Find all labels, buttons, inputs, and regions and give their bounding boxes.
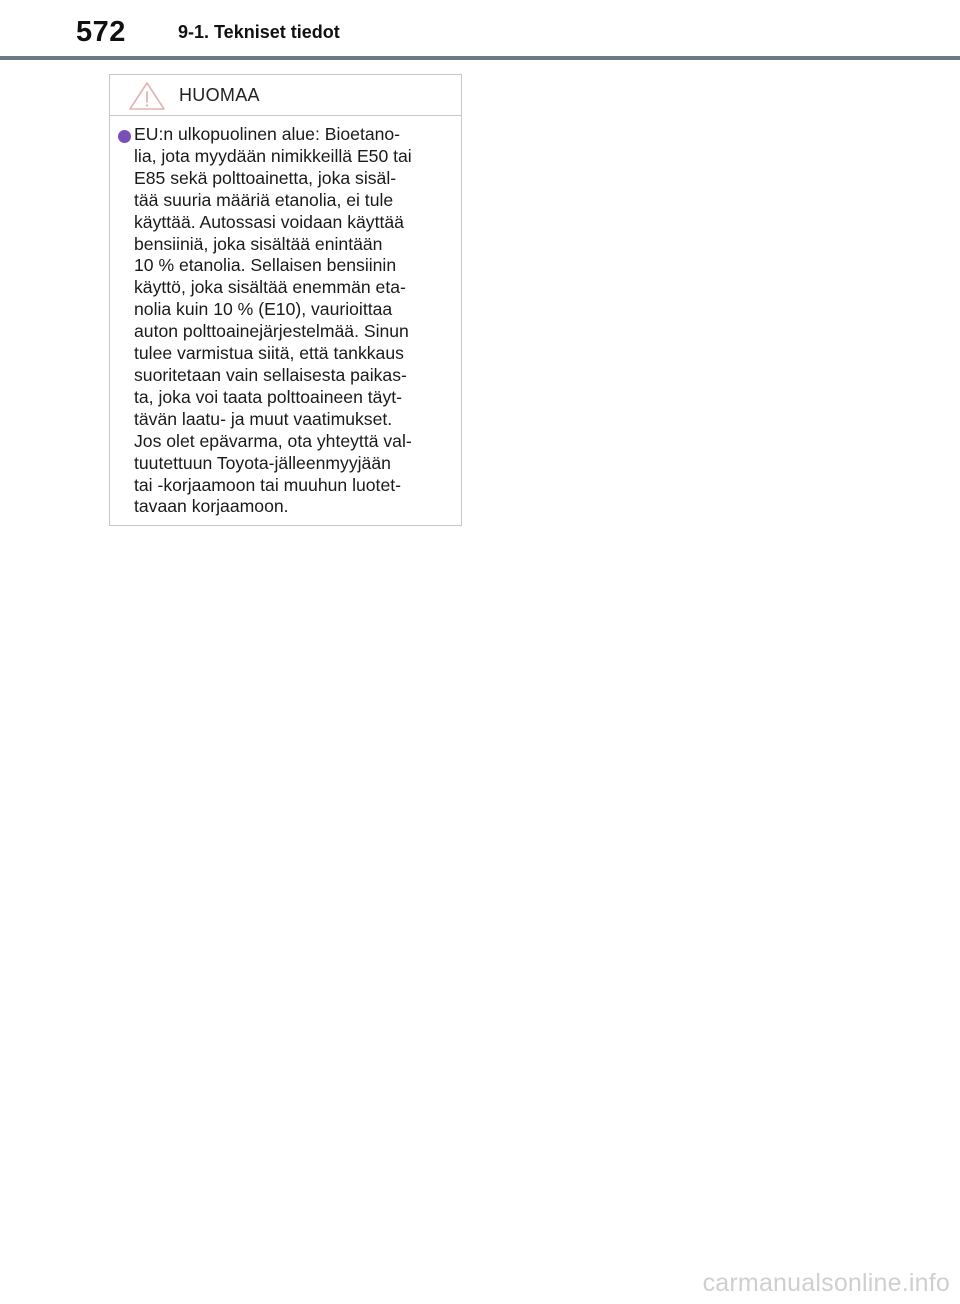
- notice-text-line: bensiiniä, joka sisältää enintään: [134, 233, 383, 254]
- page-number: 572: [76, 16, 126, 48]
- notice-header: [110, 75, 461, 116]
- notice-text: [134, 124, 459, 518]
- notice-text-line: tavaan korjaamoon.: [134, 496, 289, 517]
- notice-text-line: käyttö, joka sisältää enemmän eta-: [134, 277, 406, 298]
- notice-text-line: 10 % etanolia. Sellaisen bensiinin: [134, 255, 397, 276]
- notice-text-line: ta, joka voi taata polttoaineen täyt-: [134, 386, 402, 407]
- notice-text-line: tuutettuun Toyota-jälleenmyyjään: [134, 452, 391, 473]
- bullet-dot: [118, 130, 131, 143]
- notice-text-line: suoritetaan vain sellaisesta paikas-: [134, 364, 407, 385]
- notice-title: HUOMAA: [179, 85, 260, 105]
- notice-text-line: E85 sekä polttoainetta, joka sisäl-: [134, 167, 397, 188]
- notice-text-line: tai -korjaamoon tai muuhun luotet-: [134, 474, 401, 495]
- notice-text-line: lia, jota myydään nimikkeillä E50 tai: [134, 145, 412, 166]
- notice-box: [109, 74, 462, 526]
- notice-text-line: auton polttoainejärjestelmää. Sinun: [134, 321, 409, 342]
- notice-text-line: Jos olet epävarma, ota yhteyttä val-: [134, 430, 412, 451]
- watermark: carmanualsonline.info: [702, 1269, 950, 1297]
- header-rule: [0, 56, 960, 60]
- notice-text-line: tulee varmistua siitä, että tankkaus: [134, 343, 404, 364]
- warning-triangle-icon: [128, 81, 166, 111]
- notice-text-line: tää suuria määriä etanolia, ei tule: [134, 189, 394, 210]
- section-title: 9-1. Tekniset tiedot: [178, 22, 340, 42]
- notice-text-line: käyttää. Autossasi voidaan käyttää: [134, 211, 404, 232]
- notice-text-line: tävän laatu- ja muut vaatimukset.: [134, 408, 393, 429]
- notice-text-line: nolia kuin 10 % (E10), vaurioittaa: [134, 299, 393, 320]
- notice-text-line: EU:n ulkopuolinen alue: Bioetano-: [134, 124, 401, 144]
